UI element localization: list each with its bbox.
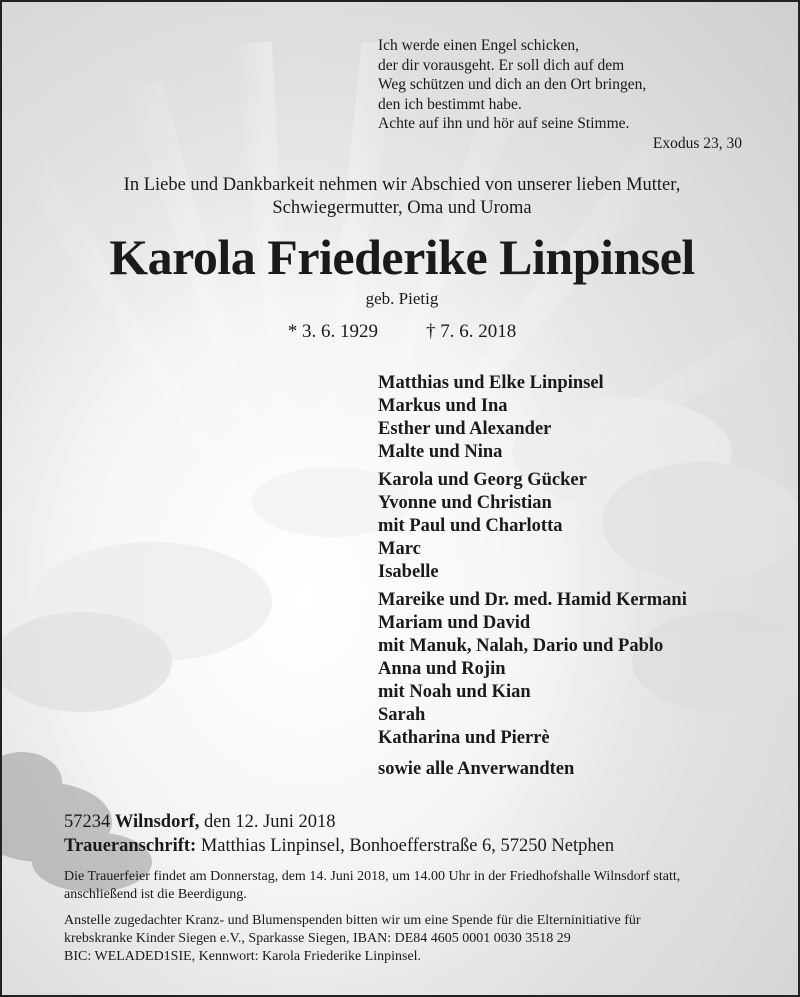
donation-line: krebskranke Kinder Siegen e.V., Sparkasse Siegen, IBAN: DE84 4605 0001 0030 3518 29 [64,931,571,946]
intro-text [2,174,800,220]
mourners-list [378,372,798,781]
family-group-1 [378,372,798,464]
mourner: Malte und Nina [378,442,503,462]
quote-source: Exodus 23, 30 [652,134,742,152]
mourner: Yvonne und Christian [378,493,552,513]
quote-line: Weg schützen und dich an den Ort bringen, [378,76,647,93]
mourner: Mariam und David [378,613,531,633]
mourner: Karola und Georg Gücker [378,470,587,490]
address-value: Matthias Linpinsel, Bonhoefferstraße 6, 57250 Netphen [200,836,615,856]
mourner: Isabelle [378,562,439,582]
funeral-notice: Die Trauerfeier findet am Donnerstag, dem 14. Juni 2018, um 14.00 Uhr in der Friedhofshalle Wilnsdorf statt, anschließend ist die Beerdigung. [64,869,681,902]
mourner: Anna und Rojin [378,659,506,679]
quote-line: Achte auf ihn und hör auf seine Stimme. [378,115,630,132]
death-date: † 7. 6. 2018 [426,321,517,342]
mourner: Mareike und Dr. med. Hamid Kermani [378,590,687,610]
mourner: Matthias und Elke Linpinsel [378,373,604,393]
donation-line: Anstelle zugedachter Kranz- und Blumenspenden bitten wir um eine Spende für die Elterninitiative für [64,913,641,928]
mourner: Esther und Alexander [378,419,552,439]
mourner: Katharina und Pierrè [378,728,550,748]
family-group-2 [378,469,798,584]
donation-line: BIC: WELADED1SIE, Kennwort: Karola Friederike Linpinsel. [64,949,422,964]
relatives-closing: sowie alle Anverwandten [378,759,575,779]
mourner: mit Manuk, Nalah, Dario und Pablo [378,636,664,656]
mourner: Marc [378,539,421,559]
intro-line-1: In Liebe und Dankbarkeit nehmen wir Abschied von unserer lieben Mutter, [123,175,681,195]
birth-date: * 3. 6. 1929 [287,321,378,342]
maiden-name: geb. Pietig [365,289,439,308]
family-group-3 [378,589,798,750]
donation-notice [64,912,754,966]
place-name: Wilnsdorf, [114,812,200,832]
quote-line: der dir vorausgeht. Er soll dich auf dem [378,56,625,74]
quote-line: Ich werde einen Engel schicken, [378,37,579,54]
notice-date: den 12. Juni 2018 [203,812,336,832]
mourning-address [64,834,784,858]
address-label: Traueranschrift: [64,836,197,856]
deceased-name: Karola Friederike Linpinsel [109,229,695,285]
mourner: mit Paul und Charlotta [378,516,563,536]
mourner: mit Noah und Kian [378,682,531,702]
bible-quote [378,36,748,153]
place-date-line [64,810,784,834]
life-dates [2,320,800,344]
mourner: Sarah [378,705,426,725]
mourner: Markus und Ina [378,396,508,416]
intro-line-2: Schwiegermutter, Oma und Uroma [272,198,532,218]
zip-code: 57234 [64,812,111,832]
quote-line: den ich bestimmt habe. [378,95,522,113]
